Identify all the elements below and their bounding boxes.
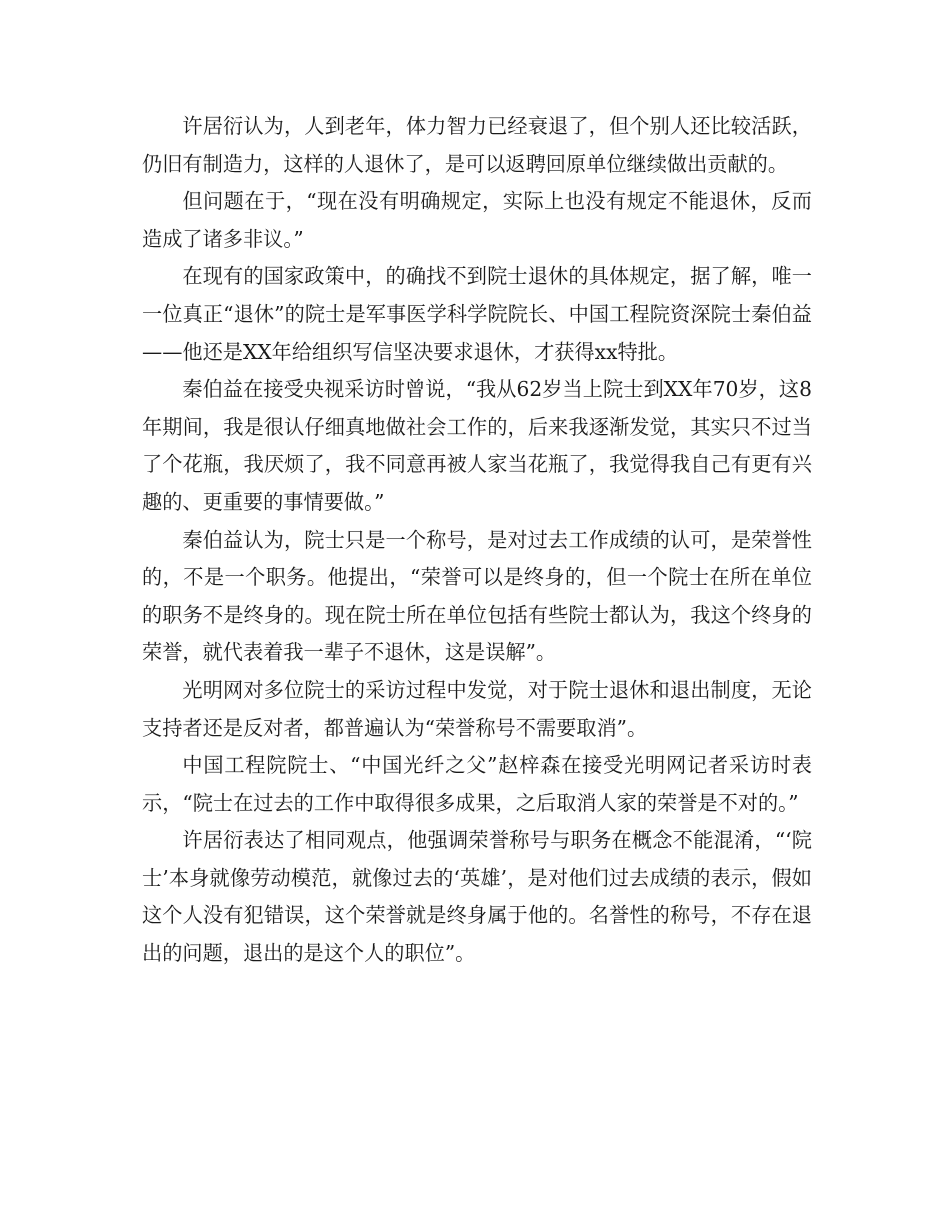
- paragraph-1: 许居衍认为，人到老年，体力智力已经衰退了，但个别人还比较活跃，仍旧有制造力，这样的人退休了，是可以返聘回原单位继续做出贡献的。: [142, 114, 812, 176]
- paragraph-6: 光明网对多位院士的采访过程中发觉，对于院士退休和退出制度，无论支持者还是反对者，都普遍认为“荣誉称号不需要取消”。: [142, 677, 812, 740]
- paragraph-5: 秦伯益认为，院士只是一个称号，是对过去工作成绩的认可，是荣誉性的，不是一个职务。他提出，“荣誉可以是终身的，但一个院士在所在单位的职务不是终身的。现在院士所在单位包括有些院士都认为，我这个终身的荣誉，就代表着我一辈子不退休，这是误解”。: [142, 527, 812, 665]
- paragraph-2: 但问题在于，“现在没有明确规定，实际上也没有规定不能退休，反而造成了诸多非议。”: [142, 189, 812, 251]
- paragraph-7: 中国工程院院士、“中国光纤之父”赵梓森在接受光明网记者采访时表示，“院士在过去的工作中取得很多成果，之后取消人家的荣誉是不对的。”: [142, 753, 812, 815]
- paragraph-3: 在现有的国家政策中，的确找不到院士退休的具体规定，据了解，唯一一位真正“退休”的院士是军事医学科学院院长、中国工程院资深院士秦伯益——他还是XX年给组织写信坚决要求退休，才获得xx特批。: [142, 264, 812, 364]
- document-page: [142, 108, 812, 973]
- paragraph-4: 秦伯益在接受央视采访时曾说，“我从62岁当上院士到XX年70岁，这8年期间，我是很认仔细真地做社会工作的，后来我逐渐发觉，其实只不过当了个花瓶，我厌烦了，我不同意再被人家当花瓶了，我觉得我自己有更有兴趣的、更重要的事情要做。”: [142, 377, 812, 514]
- paragraph-8: 许居衍表达了相同观点，他强调荣誉称号与职务在概念不能混淆，“‘院士’本身就像劳动模范，就像过去的‘英雄’，是对他们过去成绩的表示，假如这个人没有犯错误，这个荣誉就是终身属于他的。名誉性的称号，不存在退出的问题，退出的是这个人的职位”。: [142, 828, 812, 966]
